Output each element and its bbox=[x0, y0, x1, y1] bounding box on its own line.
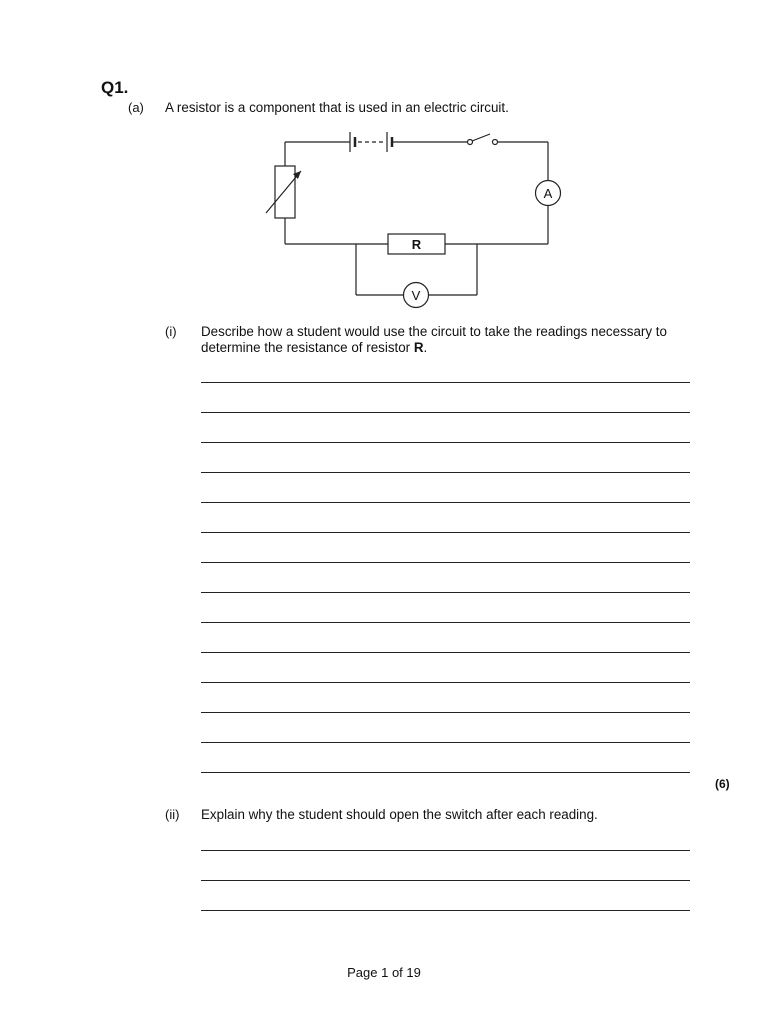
part-i-question bbox=[201, 324, 701, 356]
answer-line[interactable] bbox=[201, 652, 690, 653]
answer-line[interactable] bbox=[201, 472, 690, 473]
answer-line[interactable] bbox=[201, 712, 690, 713]
part-ii-question: Explain why the student should open the switch after each reading. bbox=[201, 807, 598, 822]
answer-line[interactable] bbox=[201, 592, 690, 593]
answer-line[interactable] bbox=[201, 442, 690, 443]
part-ii-label: (ii) bbox=[165, 807, 180, 822]
answer-line[interactable] bbox=[201, 382, 690, 383]
circuit-diagram bbox=[0, 0, 768, 320]
answer-line[interactable] bbox=[201, 682, 690, 683]
part-i-marks: (6) bbox=[715, 777, 730, 791]
answer-line[interactable] bbox=[201, 742, 690, 743]
answer-line[interactable] bbox=[201, 910, 690, 911]
page-footer: Page 1 of 19 bbox=[347, 965, 421, 980]
answer-line[interactable] bbox=[201, 622, 690, 623]
voltmeter-label: V bbox=[411, 288, 421, 303]
part-i-bold-term: R bbox=[413, 340, 424, 355]
switch-icon bbox=[468, 134, 498, 145]
variable-resistor-icon bbox=[275, 166, 295, 218]
question-number: Q1. bbox=[101, 78, 129, 97]
ammeter-label: A bbox=[543, 186, 553, 201]
answer-line[interactable] bbox=[201, 532, 690, 533]
answer-line[interactable] bbox=[201, 562, 690, 563]
arrowhead-icon bbox=[293, 171, 301, 179]
part-a-label: (a) bbox=[128, 100, 144, 115]
variable-resistor-arrow bbox=[266, 171, 301, 213]
answer-line[interactable] bbox=[201, 412, 690, 413]
battery-icon bbox=[350, 132, 392, 152]
resistor-label: R bbox=[411, 237, 422, 252]
part-i-text: Describe how a student would use the circuit to take the readings necessary to determine the resistance of resistor bbox=[201, 324, 667, 355]
answer-line[interactable] bbox=[201, 880, 690, 881]
part-i-text-end: . bbox=[423, 340, 428, 355]
part-a-text: A resistor is a component that is used in an electric circuit. bbox=[165, 100, 509, 115]
answer-line[interactable] bbox=[201, 850, 690, 851]
part-i-label: (i) bbox=[165, 324, 177, 339]
answer-line[interactable] bbox=[201, 502, 690, 503]
answer-line[interactable] bbox=[201, 772, 690, 773]
